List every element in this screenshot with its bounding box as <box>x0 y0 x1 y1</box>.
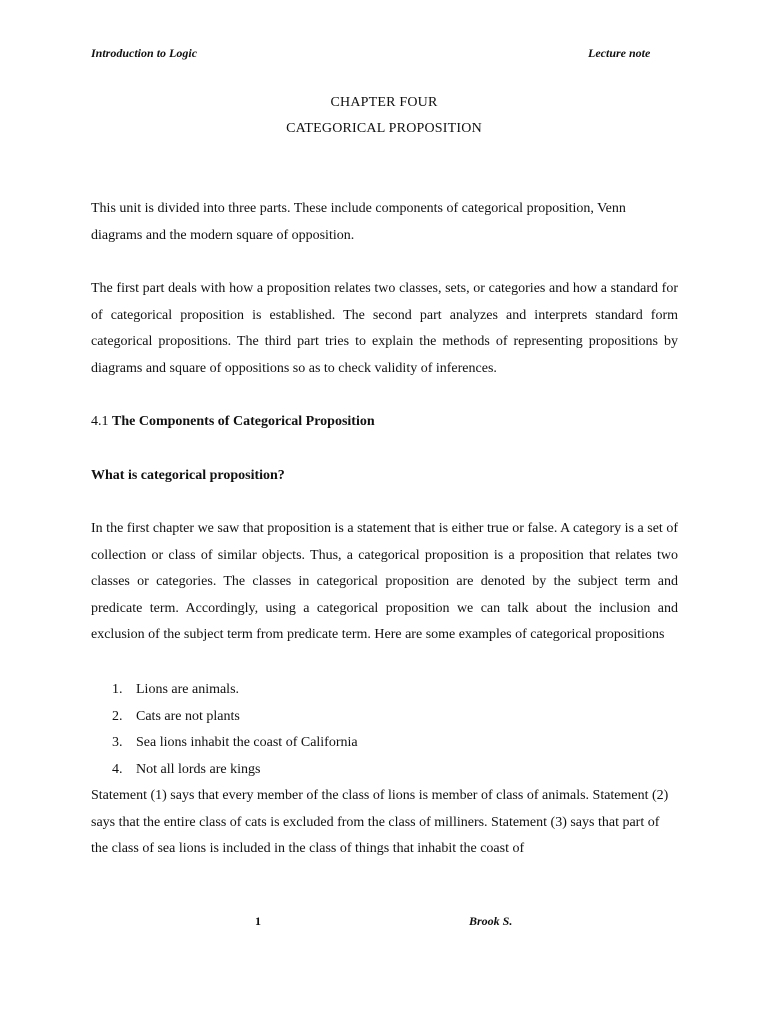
list-item <box>112 677 358 704</box>
chapter-title: CATEGORICAL PROPOSITION <box>286 121 482 136</box>
question-heading: What is categorical proposition? <box>91 468 285 483</box>
examples-list <box>112 677 358 783</box>
definition-paragraph: In the first chapter we saw that proposition is a statement that is either true or false. A category is a set of collection or class of similar objects. Thus, a categorical proposition is a proposition that relates two classes or categories. The classes in categorical proposition are denoted by the subject term and predicate term. Accordingly, using a categorical proposition we can talk about the inclusion and exclusion of the subject term from predicate term. Here are some examples of categorical propositions <box>91 521 678 642</box>
section-title: The Components of Categorical Proposition <box>112 414 375 429</box>
list-item-number: 1. <box>112 682 123 697</box>
list-item-text: Cats are not plants <box>136 708 240 724</box>
list-item-number: 3. <box>112 735 123 750</box>
header-doc-type: Lecture note <box>588 46 651 60</box>
list-item-text: Not all lords are kings <box>136 761 261 777</box>
intro-paragraph: This unit is divided into three parts. These include components of categorical proposition, Venn diagrams and the modern square of opposition. <box>91 201 626 243</box>
parts-paragraph: The first part deals with how a proposition relates two classes, sets, or categories and how a standard for of categorical proposition is established. The second part analyzes and interprets standard form categorical propositions. The third part tries to explain the methods of representing propositions by diagrams and square of oppositions so as to check validity of inferences. <box>91 281 678 376</box>
list-item-number: 2. <box>112 708 123 724</box>
list-item <box>112 730 358 757</box>
section-heading <box>91 409 678 436</box>
chapter-number: CHAPTER FOUR <box>330 95 438 110</box>
list-item <box>112 704 358 731</box>
explanation-paragraph: Statement (1) says that every member of the class of lions is member of class of animals. Statement (2) says that the entire class of cats is excluded from the class of milliners. Statement (3) says that part of the class of sea lions is included in the class of things that inhabit the coast of <box>91 788 669 856</box>
list-item-number: 4. <box>112 761 123 777</box>
list-item-text: Lions are animals. <box>136 682 240 697</box>
section-number: 4.1 <box>91 414 109 429</box>
page-number: 1 <box>255 914 261 928</box>
footer-author: Brook S. <box>469 914 513 928</box>
header-course-title: Introduction to Logic <box>91 46 198 60</box>
list-item <box>112 757 358 784</box>
list-item-text: Sea lions inhabit the coast of California <box>136 735 358 750</box>
